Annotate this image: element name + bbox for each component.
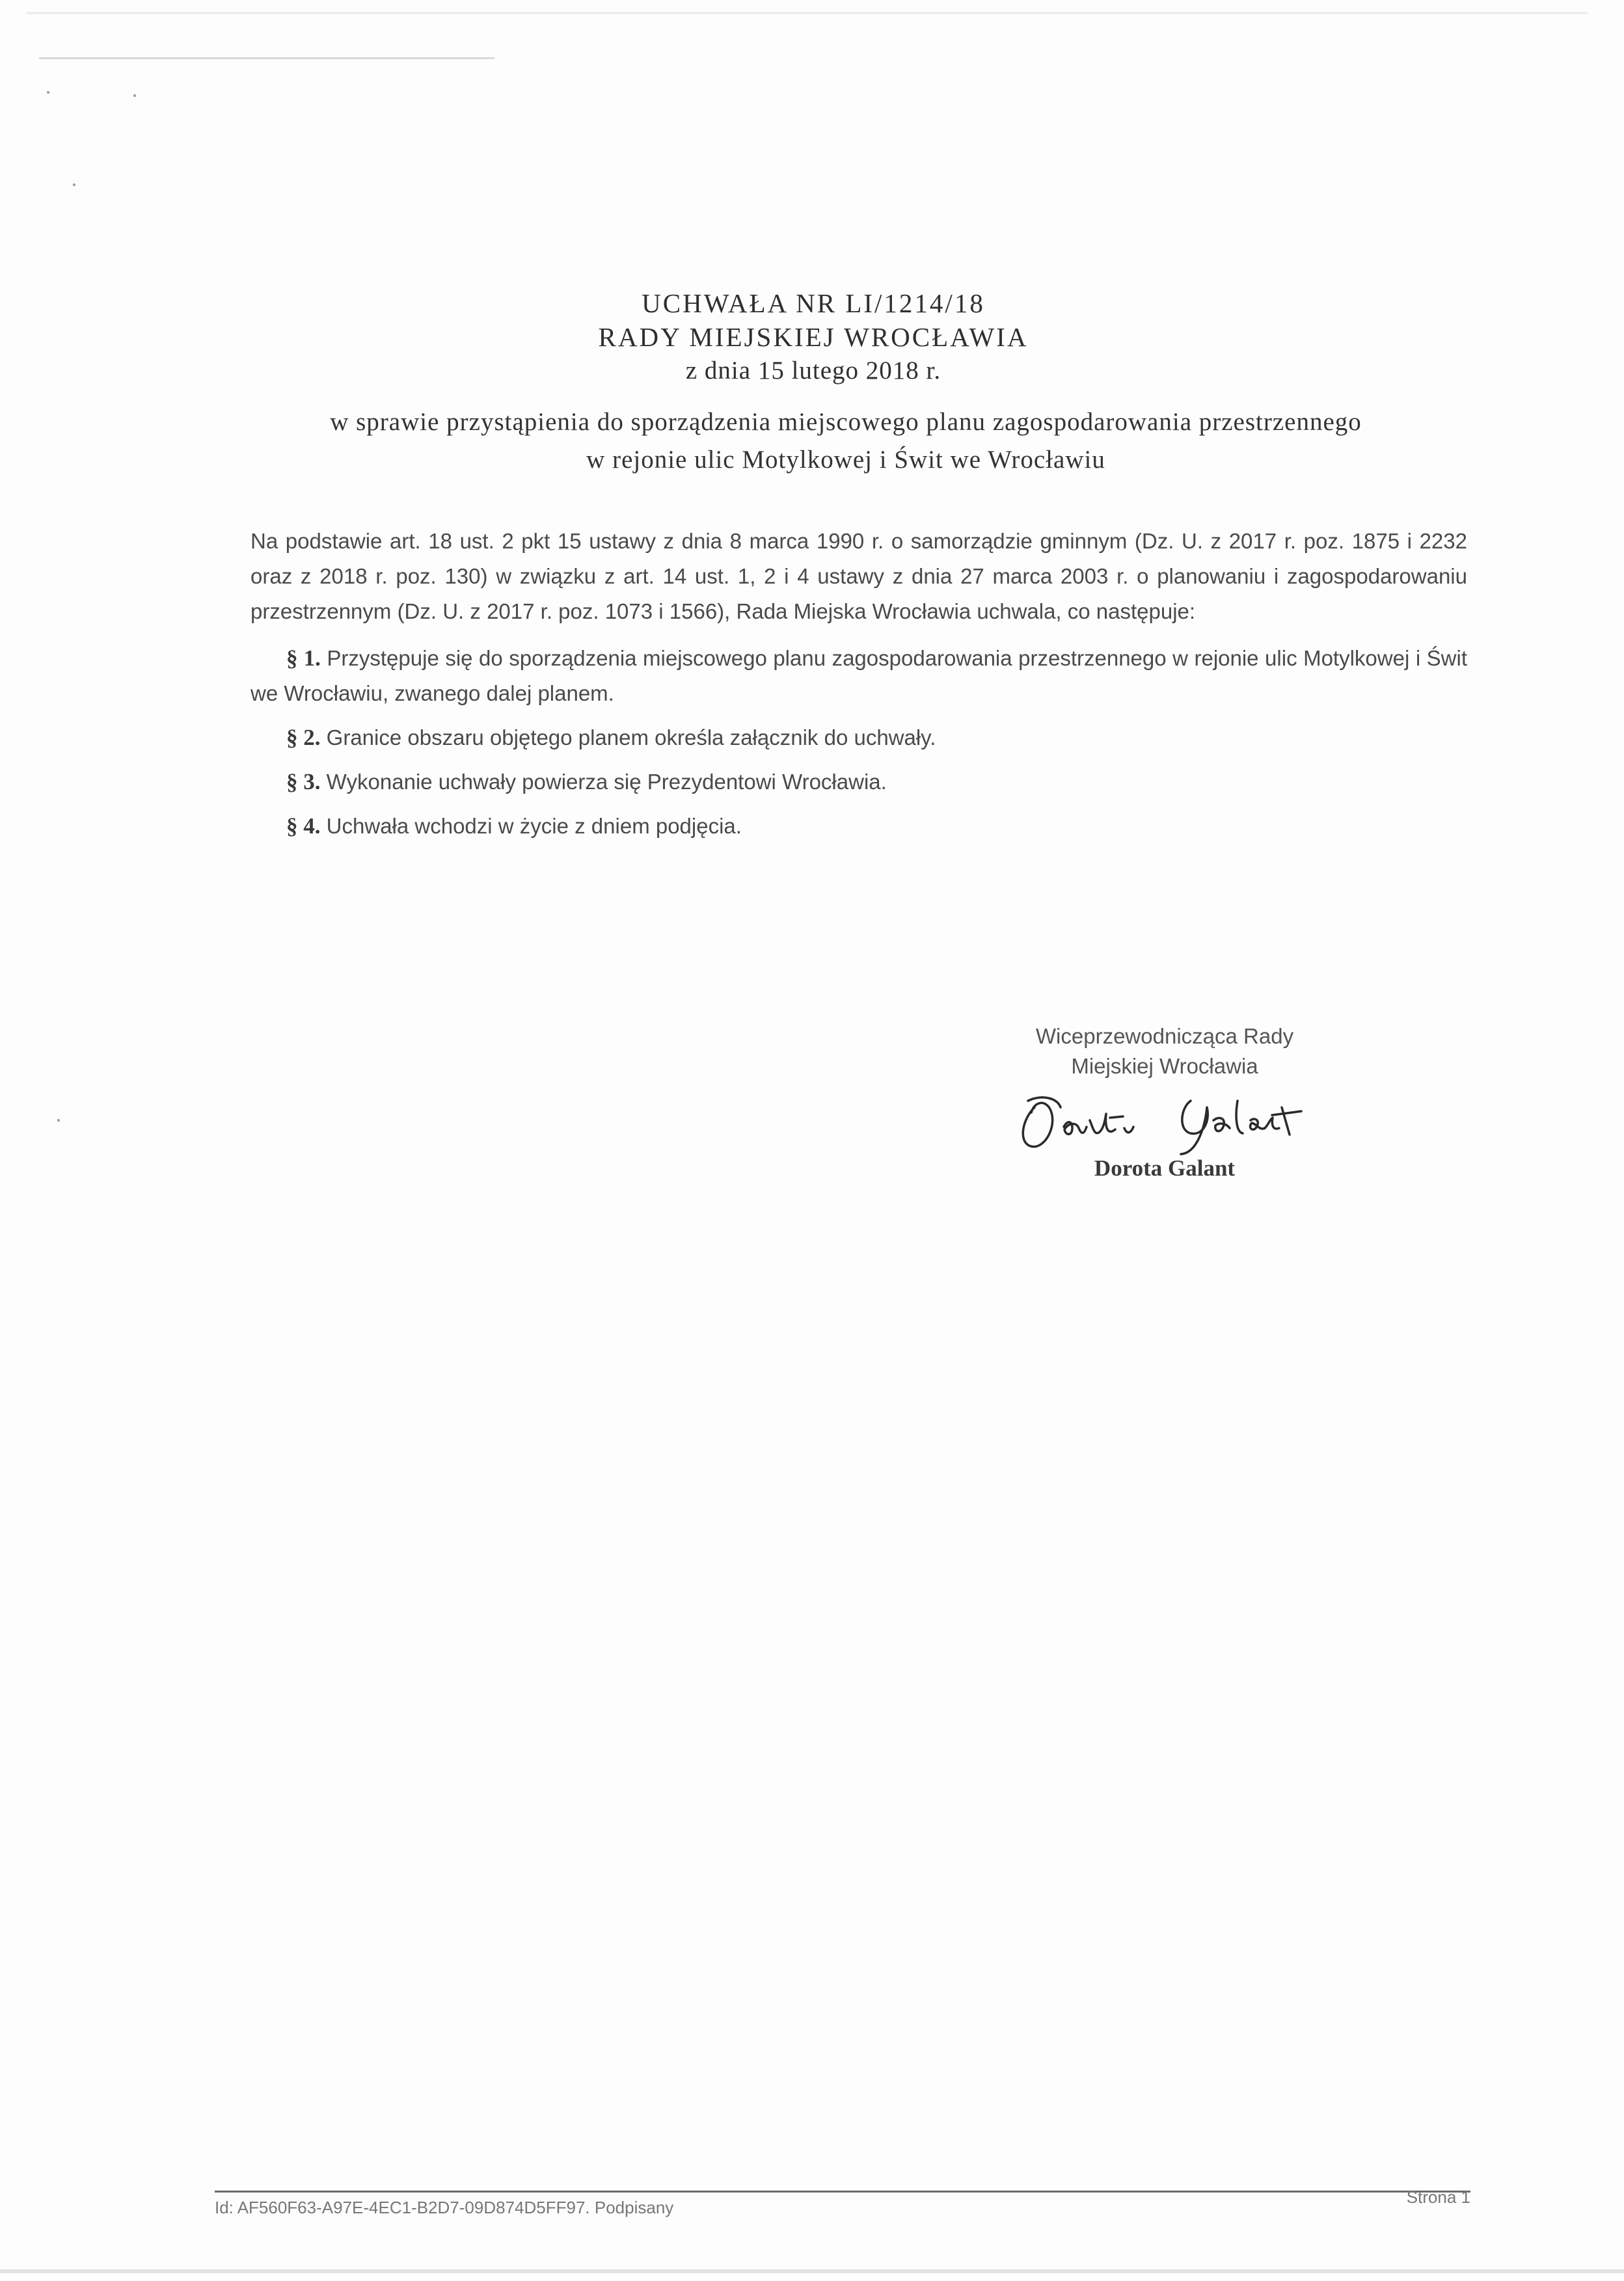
subject-line-1: w sprawie przystąpienia do sporządzenia miejscowego planu zagospodarowania przestrzennego <box>330 408 1362 436</box>
scan-speck <box>73 183 75 186</box>
paragraph-number: § 2. <box>286 725 321 750</box>
paragraph-number: § 4. <box>286 813 321 839</box>
paragraph-number: § 1. <box>286 645 321 671</box>
document-id: Id: AF560F63-A97E-4EC1-B2D7-09D874D5FF97. Podpisany <box>215 2198 674 2217</box>
paragraph-text: Granice obszaru objętego planem określa załącznik do uchwały. <box>326 725 936 749</box>
resolution-number: UCHWAŁA NR LI/1214/18 <box>642 288 985 318</box>
signatory-name: Dorota Galant <box>1094 1155 1236 1181</box>
signatory-role-line-2: Miejskiej Wrocławia <box>1071 1054 1258 1078</box>
legal-basis-preamble: Na podstawie art. 18 ust. 2 pkt 15 ustawy z dnia 8 marca 1990 r. o samorządzie gminnym (Dz. U. z 2017 r. poz. 1875 i 2232 oraz z 2018 r. poz. 130) w związku z art. 14 ust. 1, 2 i 4 ustawy z dnia 27 marca 2003 r. o planowaniu i zagospodarowaniu przestrzennym (Dz. U. z 2017 r. poz. 1073 i 1566), Rada Miejska Wrocławia uchwala, co następuje: <box>250 529 1467 623</box>
scan-speck <box>133 94 136 97</box>
resolution-body <box>250 524 1467 853</box>
handwritten-signature <box>995 1081 1334 1159</box>
scan-speck <box>47 91 49 94</box>
scan-edge <box>26 12 1588 14</box>
subject-line-2: w rejonie ulic Motylkowej i Świt we Wrocławiu <box>586 446 1105 474</box>
paragraph-2 <box>250 720 1467 755</box>
signatory-role-line-1: Wiceprzewodnicząca Rady <box>1035 1024 1294 1048</box>
paragraph-text: Wykonanie uchwały powierza się Prezydentowi Wrocławia. <box>326 770 887 794</box>
paragraph-text: Uchwała wchodzi w życie z dniem podjęcia. <box>326 814 742 838</box>
paragraph-number: § 3. <box>286 769 321 794</box>
scan-speck <box>57 1119 60 1122</box>
footer-rule <box>215 2191 1470 2193</box>
resolution-header <box>455 286 1171 388</box>
paragraph-4 <box>250 809 1467 844</box>
page-number: Strona 1 <box>1406 2187 1470 2207</box>
paragraph-3 <box>250 764 1467 800</box>
paragraph-text: Przystępuje się do sporządzenia miejscowego planu zagospodarowania przestrzennego w rejonie ulic Motylkowej i Świt we Wrocławiu, zwanego dalej planem. <box>250 646 1468 705</box>
signature-block <box>963 1021 1366 1181</box>
resolution-date: z dnia 15 lutego 2018 r. <box>685 357 941 385</box>
scan-bottom-edge <box>0 2269 1624 2273</box>
resolution-subject <box>273 403 1418 479</box>
scan-artifact-line <box>39 57 494 59</box>
paragraph-1 <box>250 641 1467 711</box>
council-name: RADY MIEJSKIEJ WROCŁAWIA <box>598 322 1029 352</box>
